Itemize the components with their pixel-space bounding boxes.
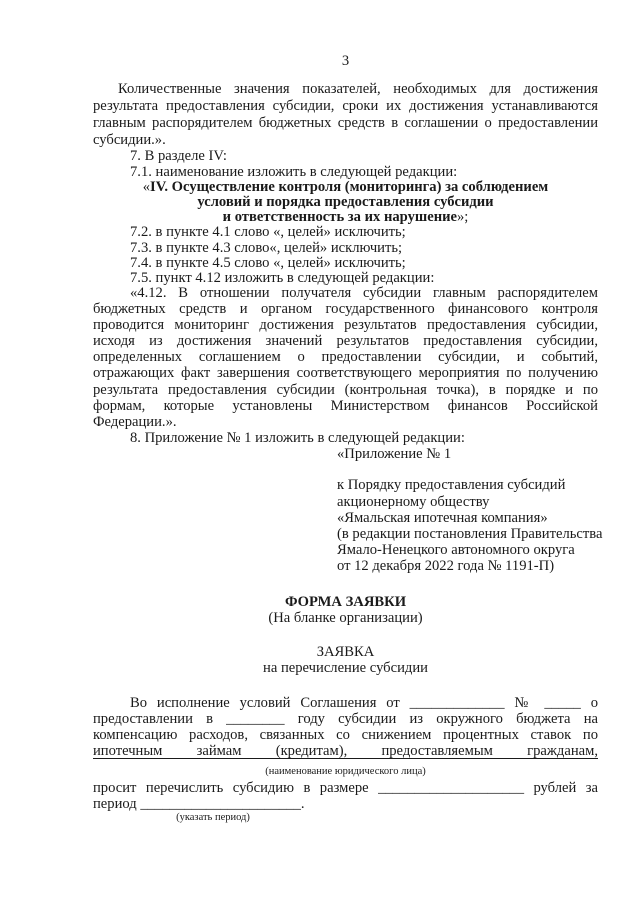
appendix-line: акционерному обществу <box>337 494 490 510</box>
paragraph-line: отражающих факт завершения соответствующего мероприятия по получению <box>93 365 598 381</box>
paragraph-line: «4.12. В отношении получателя субсидии главным распорядителем <box>130 285 598 301</box>
paragraph-line: результата предоставления субсидии (контрольная точка), в порядке и по <box>93 382 598 398</box>
appendix-line: «Ямальская ипотечная компания» <box>337 510 548 526</box>
appendix-line: Ямало-Ненецкого автономного округа <box>337 542 575 558</box>
form-body-line: ипотечным займам (кредитам), предоставляемым гражданам, <box>93 743 598 759</box>
page-number: 3 <box>341 53 350 69</box>
appendix-line: от 12 декабря 2022 года № 1191-П) <box>337 558 555 574</box>
paragraph-line: результата предоставления субсидии, сроки их достижения устанавливаются <box>93 98 598 114</box>
list-item: 7.2. в пункте 4.1 слово «, целей» исключить; <box>130 224 406 240</box>
list-item: 8. Приложение № 1 изложить в следующей редакции: <box>130 430 465 446</box>
paragraph-line: субсидии.». <box>93 132 166 148</box>
amount-line: просит перечислить субсидию в размере ____________________ рублей за <box>93 780 598 796</box>
paragraph-line: бюджетных средств и органом государственного финансового контроля <box>93 301 598 317</box>
heading-text: и ответственность за их нарушение <box>222 209 457 225</box>
paragraph-line: формам, которые установлены Министерством финансов Российской <box>93 398 598 414</box>
appendix-line: (в редакции постановления Правительства <box>337 526 603 542</box>
section-heading-line: условий и порядка предоставления субсидии <box>197 194 494 210</box>
list-item: 7.5. пункт 4.12 изложить в следующей редакции: <box>130 270 435 286</box>
list-item: 7.3. в пункте 4.3 слово«, целей» исключить; <box>130 240 403 256</box>
form-body-line: предоставлении в ________ году субсидии из окружного бюджета на <box>93 711 598 727</box>
paragraph-line: главным распорядителем бюджетных средств в соглашении о предоставлении <box>93 115 598 131</box>
appendix-title: «Приложение № 1 <box>337 446 452 462</box>
appendix-line: к Порядку предоставления субсидий <box>337 477 566 493</box>
list-item: 7.1. наименование изложить в следующей редакции: <box>130 164 458 180</box>
form-subtitle: (На бланке организации) <box>268 610 423 626</box>
list-item: 7. В разделе IV: <box>130 148 227 164</box>
list-item: 7.4. в пункте 4.5 слово «, целей» исключить; <box>130 255 406 271</box>
paragraph-line: Федерации.». <box>93 414 177 430</box>
request-title: ЗАЯВКА <box>316 644 375 660</box>
paragraph-line: исходя из достижения значений результатов предоставления субсидии, <box>93 333 598 349</box>
form-body-line: компенсацию расходов, связанных со снижением процентных ставок по <box>93 727 598 743</box>
open-quote: « <box>142 179 151 195</box>
close-quote: »; <box>457 209 469 225</box>
heading-text: IV. Осуществление контроля (мониторинга) за соблюдением <box>150 179 549 195</box>
period-line: период ______________________. <box>93 796 305 812</box>
request-subtitle: на перечисление субсидии <box>263 660 428 676</box>
form-body-line: Во исполнение условий Соглашения от _____________ № _____ о <box>130 695 598 711</box>
paragraph-line: определенных соглашением о предоставлении субсидии, и событий, <box>93 349 598 365</box>
period-caption: (указать период) <box>176 812 250 823</box>
form-title: ФОРМА ЗАЯВКИ <box>284 594 407 610</box>
entity-caption: (наименование юридического лица) <box>265 766 426 777</box>
paragraph-line: Количественные значения показателей, необходимых для достижения <box>118 81 598 97</box>
paragraph-line: проводится мониторинг достижения результатов предоставления субсидии, <box>93 317 598 333</box>
entity-name-blank-line <box>93 758 598 759</box>
